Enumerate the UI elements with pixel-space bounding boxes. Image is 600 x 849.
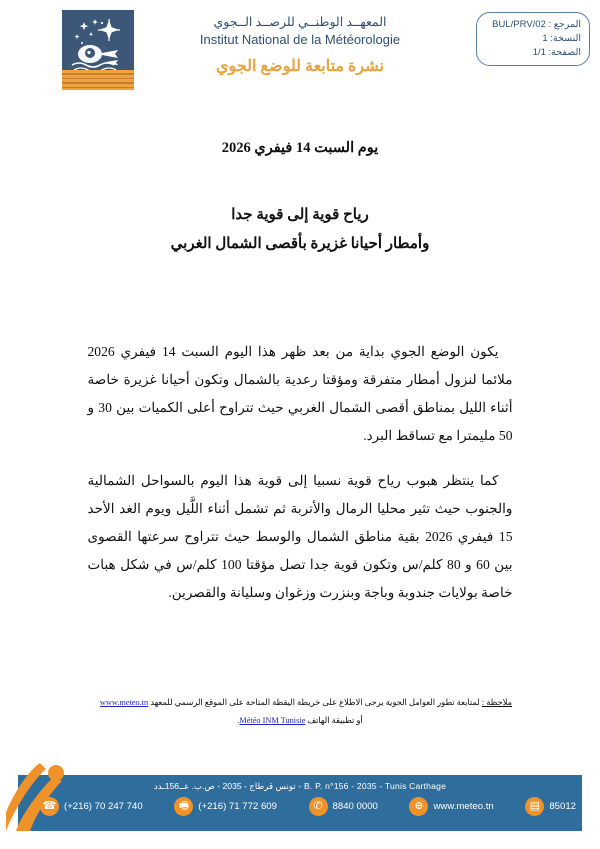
version-label: النسخة: [550,32,581,44]
contact-fax[interactable] [174,797,277,816]
mobile-app-link[interactable]: Météo INM Tunisie [239,716,306,726]
headline-line-2: وأمطار أحيانا غزيرة بأقصى الشمال الغربي [170,235,430,252]
note-trailing: . [237,716,240,726]
footer-address [0,781,600,792]
paragraph-2: كما ينتظر هبوب رياح قوية نسبيا إلى قوية هذا اليوم بالسواحل الشمالية والجنوب حيث تثير محليا الرمال والأتربة ثم تشمل أثناء اللَّيل ويوم الغد الأحد 15 فيفري 2026 بقية مناطق الشمال والوسط حيث تتراوح سرعتها القصوى بين 60 و 80 كلم/س وتكون قوية جدا تصل مؤقتا 100 كلم/س في شكل هبات خاصة بولايات جندوبة وباجة وبنزرت وزغوان وسليانة والقصرين. [87,472,513,600]
footer-contacts [40,797,576,816]
document-footer [0,761,600,839]
headline-line-1: رياح قوية إلى قوية جدا [231,207,369,223]
note-second-line [88,712,512,730]
address-french: B. P. n°156 - 2035 - Tunis Carthage - [295,781,447,791]
bulletin-title: نشرة متابعة للوضع الجوي [216,58,384,76]
reference-value: BUL/PRV/02 [492,19,546,30]
contact-callcenter[interactable] [309,797,378,816]
contact-website[interactable] [409,797,493,816]
page-row [485,46,581,60]
document-header [0,0,600,110]
contact-sms-value: 85012 [549,801,576,812]
callcenter-icon: ✆ [309,797,328,816]
address-arabic: تونس قرطاج - 2035 - ص.ب. عــ156ـدد [153,781,296,791]
mobile-icon: ▤ [525,797,544,816]
page-label: الصفحة: [548,46,581,58]
phone-icon: ☎ [40,797,59,816]
note-text-after-link: أو تطبيقة الهاتف [305,716,363,726]
website-link[interactable]: www.meteo.tn [99,698,149,707]
globe-icon: ⊕ [409,797,428,816]
contact-phone-value: (+216) 70 247 740 [64,801,143,812]
contact-website-value: www.meteo.tn [433,801,494,812]
contact-phone[interactable] [40,797,143,816]
paragraph-1: يكون الوضع الجوي بداية من بعد ظهر هذا اليوم السبت 14 فيفري 2026 ملائما لنزول أمطار متفرقة ومؤقتا رعدية بالشمال وتكون أحيانا غزيرة خاصة أثناء الليل بمناطق أقصى الشمال الغربي حيث تتراوح أعلى الكميات بين 30 و 50 مليمترا مع تساقط البرد. [87,344,513,444]
note-text-before-link: لمتابعة تطور العوامل الجوية يرجى الاطلاع على خريطة اليقظة المتاحة على الموقع الرسمي للمعهد [148,698,482,707]
contact-fax-value: (+216) 71 772 609 [198,801,277,812]
version-row [485,32,581,46]
bulletin-body [88,338,513,607]
bulletin-headline [0,201,600,258]
reference-row [485,18,581,32]
bulletin-date: يوم السبت 14 فيفري 2026 [221,140,379,156]
institute-name-arabic: المعهــد الوطنــي للرصــد الــجوي [213,15,387,29]
version-value: 1 [542,32,548,44]
note-prefix: ملاحظة : [481,698,512,707]
institute-name-french: Institut National de la Météorologie [199,31,401,47]
footnote-note [88,694,512,731]
reference-box [476,12,590,66]
contact-callcenter-value: 8840 0000 [332,801,378,812]
reference-label: المرجع : [548,19,581,30]
page-value: 1/1 [532,46,546,58]
contact-sms[interactable] [525,797,576,816]
fax-icon: 🖷 [174,797,193,816]
